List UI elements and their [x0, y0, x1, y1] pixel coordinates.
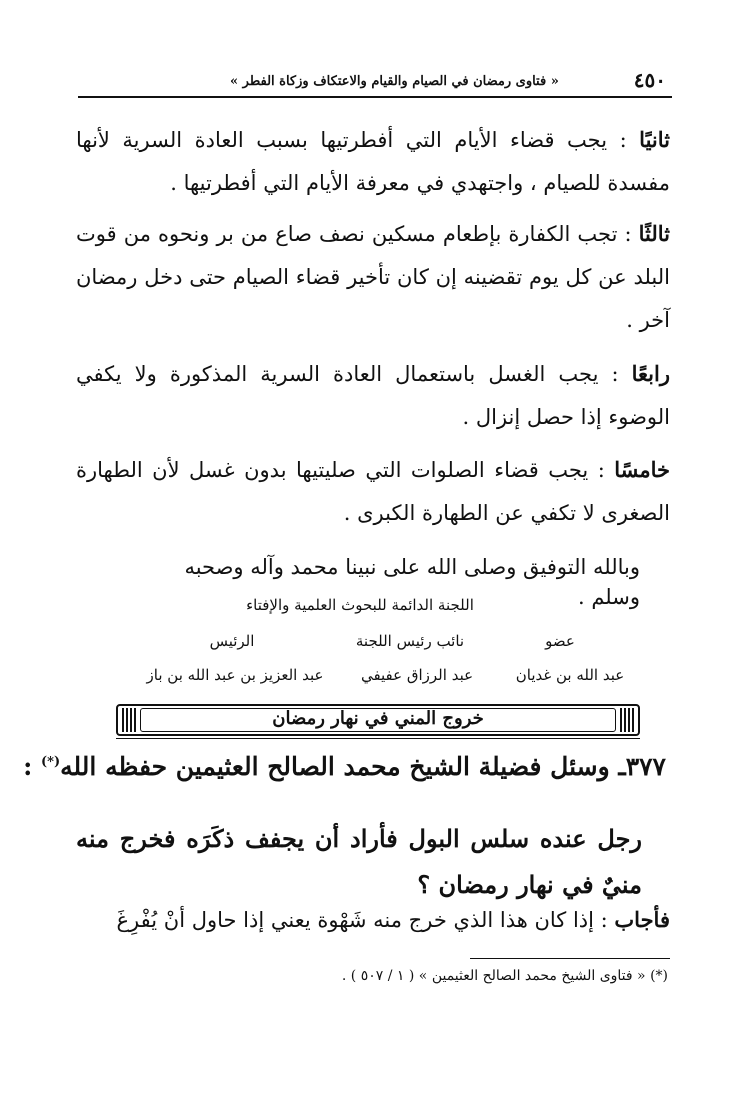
- footnote-rule: [470, 958, 670, 959]
- paragraph-lead: رابعًا: [631, 361, 670, 386]
- paragraph-lead: ثانيًا: [639, 127, 670, 152]
- paragraph-third: [76, 212, 670, 342]
- footnote: (*) « فتاوى الشيخ محمد الصالح العثيمين » ( ١ / ٥٠٧ ) .: [341, 968, 668, 984]
- paragraph-lead: خامسًا: [614, 457, 670, 482]
- question-heading: [23, 752, 666, 781]
- paragraph-text: : تجب الكفارة بإطعام مسكين نصف صاع من بر ونحوه من قوت البلد عن كل يوم تقضينه إن كان تأخير قضاء الصيام حتى دخل رمضان آخر .: [76, 222, 670, 332]
- header-rule: [78, 96, 672, 98]
- paragraph-text: : يجب قضاء الصلوات التي صليتيها بدون غسل لأن الطهارة الصغرى لا تكفي عن الطهارة الكبرى .: [76, 458, 670, 525]
- running-header: [80, 68, 670, 92]
- paragraph-text: : يجب الغسل باستعمال العادة السرية المذكورة ولا يكفي الوضوء إذا حصل إنزال .: [76, 362, 670, 429]
- page-number: ٤٥٠: [633, 68, 666, 92]
- paragraph-fourth: [76, 352, 670, 439]
- paragraph-fifth: [76, 448, 670, 535]
- banner-rule: [116, 738, 640, 739]
- signatory-name: عبد العزيز بن عبد الله بن باز: [146, 666, 324, 684]
- section-title: خروج المني في نهار رمضان: [272, 708, 484, 729]
- paragraph-text: : يجب قضاء الأيام التي أفطرتيها بسبب العادة السرية لأنها مفسدة للصيام ، واجتهدي في معرفة الأيام التي أفطرتيها .: [76, 128, 670, 195]
- answer-lead: فأجاب: [614, 907, 670, 932]
- signatory-name: عبد الله بن غديان: [515, 666, 625, 684]
- question-heading-text: ٣٧٧ـ وسئل فضيلة الشيخ محمد الصالح العثيمين حفظه الله: [60, 752, 666, 781]
- footnote-marker: (*): [41, 754, 61, 770]
- signatory-name: عبد الرزاق عفيفي: [360, 666, 474, 684]
- signatory-role: عضو: [545, 632, 575, 650]
- paragraph-second: [76, 118, 670, 205]
- signatory-role: نائب رئيس اللجنة: [355, 632, 465, 650]
- answer-text: : إذا كان هذا الذي خرج منه شَهْوة يعني إذا حاول أنْ يُفْرِغَ: [116, 908, 615, 932]
- closing-line: وبالله التوفيق وصلى الله على نبينا محمد وآله وصحبه وسلم .: [184, 555, 640, 609]
- answer-paragraph: [76, 900, 670, 940]
- signatory-role: الرئيس: [209, 632, 255, 650]
- committee-title: اللجنة الدائمة للبحوث العلمية والإفتاء: [246, 596, 474, 614]
- running-title: « فتاوى رمضان في الصيام والقيام والاعتكاف وزكاة الفطر »: [230, 74, 559, 89]
- question-heading-colon: :: [23, 752, 42, 781]
- question-text: رجل عنده سلس البول فأراد أن يجفف ذكَرَه فخرج منه منيٌ في نهار رمضان ؟: [76, 824, 642, 899]
- paragraph-lead: ثالثًا: [638, 221, 670, 246]
- section-banner: [116, 704, 640, 736]
